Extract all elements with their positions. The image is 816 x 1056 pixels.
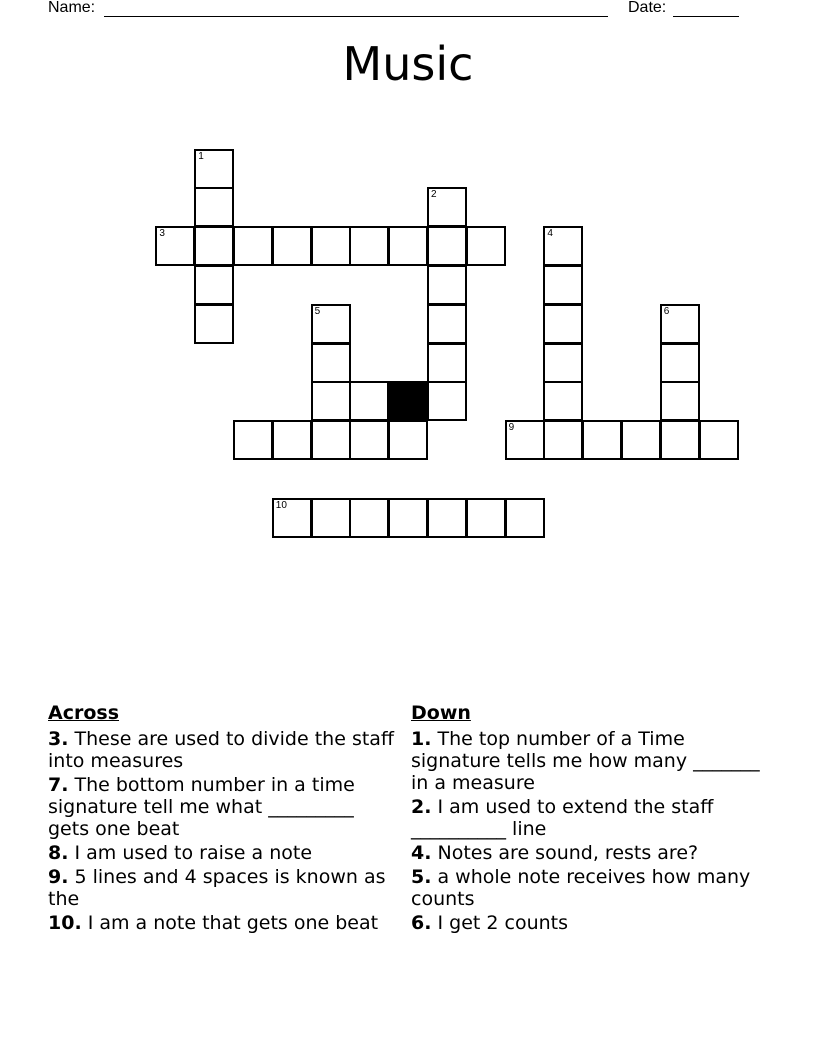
cell-number: 9 — [508, 422, 515, 434]
clue-text: Notes are sound, rests are? — [431, 842, 699, 864]
crossword-cell[interactable] — [311, 381, 351, 421]
across-heading: Across — [48, 702, 120, 724]
crossword-cell[interactable] — [582, 420, 622, 460]
clue-across-7 — [48, 774, 400, 840]
clue-text: I am used to extend the staff __________ line — [411, 796, 714, 840]
date-label: Date: — [628, 0, 667, 16]
cell-number: 10 — [275, 499, 287, 511]
clue-across-10 — [48, 912, 400, 934]
crossword-cell[interactable] — [194, 265, 234, 305]
crossword-cell[interactable] — [349, 420, 389, 460]
crossword-cell[interactable] — [427, 343, 467, 383]
down-clues — [411, 702, 761, 936]
crossword-cell[interactable] — [349, 498, 389, 538]
crossword-cell[interactable] — [311, 343, 351, 383]
clue-number: 6. — [411, 912, 432, 934]
clue-down-6 — [411, 912, 761, 934]
clue-text: The top number of a Time signature tells me how many _______ in a measure — [411, 728, 760, 794]
crossword-cell[interactable] — [155, 226, 195, 266]
crossword-cell[interactable] — [388, 498, 428, 538]
crossword-cell[interactable] — [660, 420, 700, 460]
crossword-cell[interactable] — [699, 420, 739, 460]
clue-number: 5. — [411, 866, 432, 888]
crossword-cell[interactable] — [388, 226, 428, 266]
clue-number: 9. — [48, 866, 69, 888]
crossword-cell[interactable] — [427, 265, 467, 305]
clue-down-1 — [411, 728, 761, 794]
crossword-cell[interactable] — [311, 498, 351, 538]
clue-number: 7. — [48, 774, 69, 796]
clue-number: 8. — [48, 842, 69, 864]
clue-text: I am a note that gets one beat — [81, 912, 379, 934]
crossword-cell[interactable] — [543, 226, 583, 266]
crossword-cell[interactable] — [660, 304, 700, 344]
clue-text: a whole note receives how many counts — [411, 866, 751, 910]
crossword-cell[interactable] — [621, 420, 661, 460]
cell-number: 4 — [547, 228, 553, 240]
clue-text: I get 2 counts — [431, 912, 569, 934]
crossword-cell[interactable] — [505, 420, 545, 460]
crossword-cell[interactable] — [194, 226, 234, 266]
crossword-cell[interactable] — [543, 420, 583, 460]
crossword-cell[interactable] — [427, 304, 467, 344]
crossword-cell[interactable] — [349, 381, 389, 421]
down-heading: Down — [411, 702, 471, 724]
crossword-cell[interactable] — [505, 498, 545, 538]
clue-number: 10. — [48, 912, 82, 934]
crossword-cell[interactable] — [311, 304, 351, 344]
clue-down-2 — [411, 796, 761, 840]
crossword-cell[interactable] — [194, 149, 234, 189]
crossword-cell[interactable] — [543, 381, 583, 421]
crossword-cell[interactable] — [194, 187, 234, 227]
crossword-cell[interactable] — [466, 498, 506, 538]
crossword-cell[interactable] — [272, 498, 312, 538]
clue-text: 5 lines and 4 spaces is known as the — [48, 866, 386, 910]
crossword-cell[interactable] — [427, 381, 467, 421]
crossword-cell[interactable] — [233, 420, 273, 460]
name-label: Name: — [48, 0, 96, 16]
clue-number: 4. — [411, 842, 432, 864]
cell-number: 6 — [663, 305, 670, 317]
crossword-cell[interactable] — [349, 226, 389, 266]
cell-number: 5 — [314, 305, 321, 317]
cell-number: 2 — [431, 189, 437, 201]
crossword-cell[interactable] — [272, 226, 312, 266]
clue-across-3 — [48, 728, 400, 772]
black-cell — [388, 381, 428, 421]
crossword-cell[interactable] — [311, 420, 351, 460]
cell-number: 1 — [198, 150, 204, 162]
crossword-cell[interactable] — [233, 226, 273, 266]
crossword-cell[interactable] — [427, 226, 467, 266]
crossword-cell[interactable] — [427, 187, 467, 227]
clue-number: 2. — [411, 796, 432, 818]
clue-across-9 — [48, 866, 400, 910]
crossword-cell[interactable] — [543, 265, 583, 305]
crossword-cell[interactable] — [311, 226, 351, 266]
across-clues — [48, 702, 400, 936]
cell-number: 3 — [159, 228, 165, 240]
crossword-cell[interactable] — [543, 343, 583, 383]
clue-text: I am used to raise a note — [68, 842, 313, 864]
crossword-cell[interactable] — [543, 304, 583, 344]
crossword-cell[interactable] — [660, 381, 700, 421]
crossword-cell[interactable] — [660, 343, 700, 383]
clue-down-5 — [411, 866, 761, 910]
clue-text: The bottom number in a time signature tell me what _________ gets one beat — [48, 774, 355, 840]
crossword-cell[interactable] — [466, 226, 506, 266]
crossword-cell[interactable] — [427, 498, 467, 538]
crossword-cell[interactable] — [388, 420, 428, 460]
clue-text: These are used to divide the staff into measures — [48, 728, 395, 772]
page-title: Music — [342, 37, 474, 91]
clue-down-4 — [411, 842, 761, 864]
crossword-cell[interactable] — [194, 304, 234, 344]
clue-number: 3. — [48, 728, 69, 750]
clue-across-8 — [48, 842, 400, 864]
clue-number: 1. — [411, 728, 432, 750]
crossword-cell[interactable] — [272, 420, 312, 460]
